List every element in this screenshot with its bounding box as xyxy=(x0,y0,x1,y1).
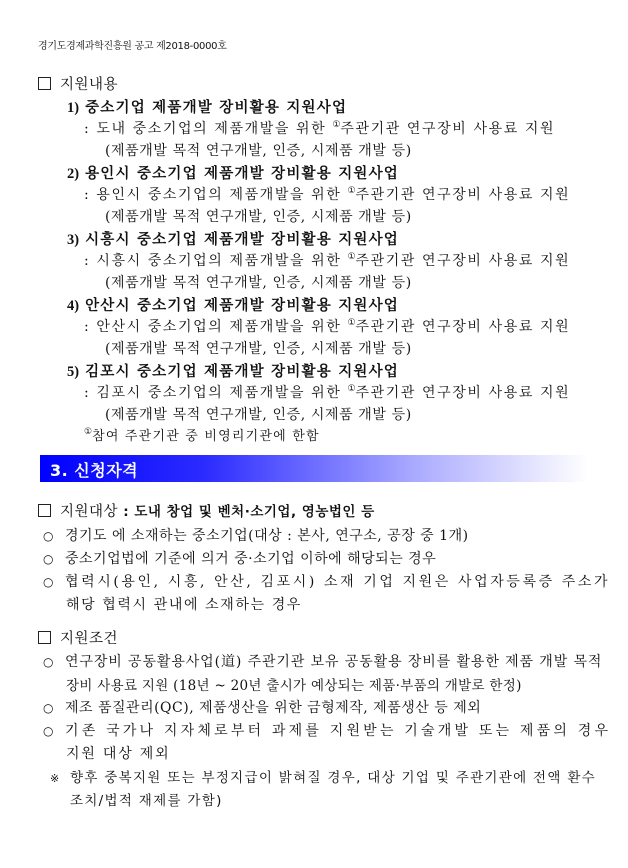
desc-prefix: : 용인시 중소기업의 제품개발을 위한 xyxy=(84,187,348,203)
desc-prefix: : 김포시 중소기업의 제품개발을 위한 xyxy=(84,385,348,401)
checkbox-square-icon xyxy=(38,631,51,644)
footnote-marker: ① xyxy=(347,384,356,394)
reference-mark-icon: ※ xyxy=(50,772,61,785)
eligibility-bullet-3-continued: 해당 협력시 관내에 소재하는 경우 xyxy=(66,597,302,613)
eligibility-bullet-3 xyxy=(43,571,611,591)
conditions-bullet-3 xyxy=(43,720,611,740)
conditions-bullet-2 xyxy=(43,697,481,717)
conditions-note xyxy=(50,766,596,786)
bullet-text: 기존 국가나 지자체로부터 과제를 지원받는 기술개발 또는 제품의 경우 xyxy=(65,723,612,739)
item-title-text: 시흥시 중소기업 제품개발 장비활용 지원사업 xyxy=(85,231,400,248)
support-item-1-desc xyxy=(84,118,555,138)
bullet-text: 경기도 에 소재하는 중소기업(대상 : 본사, 연구소, 공장 중 1개) xyxy=(65,528,469,544)
item-number: 2) xyxy=(67,166,80,182)
checkbox-square-icon xyxy=(38,504,51,517)
item-number: 1) xyxy=(67,100,80,116)
conditions-heading-text: 지원조건 xyxy=(60,631,119,647)
eligibility-heading-label: 지원대상 xyxy=(60,504,119,520)
support-item-4-desc xyxy=(84,316,570,336)
support-item-2-desc xyxy=(84,184,570,204)
footnote-text: 참여 주관기관 중 비영리기관에 한함 xyxy=(92,429,320,444)
support-item-1-sub: (제품개발 목적 연구개발, 인증, 시제품 개발 등) xyxy=(105,143,412,159)
notice-id: 경기도경제과학진흥원 공고 제2018-0000호 xyxy=(38,41,227,52)
bullet-text: 연구장비 공동활용사업(道) 주관기관 보유 공동활용 장비를 활용한 제품 개발 목적 xyxy=(65,654,603,670)
eligibility-bullet-1 xyxy=(43,525,469,545)
desc-suffix: 주관기관 연구장비 사용료 지원 xyxy=(355,385,571,401)
footnote-marker: ① xyxy=(347,186,356,196)
eligibility-heading xyxy=(38,500,375,521)
support-item-2-sub: (제품개발 목적 연구개발, 인증, 시제품 개발 등) xyxy=(105,209,412,225)
circle-bullet-icon: ○ xyxy=(43,701,54,715)
footnote-marker: ① xyxy=(347,252,356,262)
item-number: 4) xyxy=(67,298,80,314)
circle-bullet-icon: ○ xyxy=(43,529,54,543)
item-title-text: 용인시 중소기업 제품개발 장비활용 지원사업 xyxy=(85,165,400,182)
desc-prefix: : 안산시 중소기업의 제품개발을 위한 xyxy=(84,319,348,335)
conditions-bullet-3-continued: 지원 대상 제외 xyxy=(66,746,171,762)
bullet-text: 제조 품질관리(QC), 제품생산을 위한 금형제작, 제품생산 등 제외 xyxy=(65,700,482,716)
circle-bullet-icon: ○ xyxy=(43,655,54,669)
eligibility-heading-detail: : 도내 창업 및 벤처·소기업, 영농법인 등 xyxy=(118,504,375,520)
conditions-bullet-1-continued: 장비 사용료 지원 (18년 ~ 20년 출시가 예상되는 제품·부품의 개발로 한정) xyxy=(66,678,522,694)
desc-suffix: 주관기관 연구장비 사용료 지원 xyxy=(355,187,571,203)
desc-prefix: : 시흥시 중소기업의 제품개발을 위한 xyxy=(84,253,348,269)
support-item-2-title xyxy=(67,162,399,183)
support-footnote xyxy=(84,425,320,444)
support-content-heading-text: 지원내용 xyxy=(60,77,119,93)
desc-suffix: 주관기관 연구장비 사용료 지원 xyxy=(340,121,556,137)
circle-bullet-icon: ○ xyxy=(43,552,54,566)
circle-bullet-icon: ○ xyxy=(43,575,54,589)
desc-suffix: 주관기관 연구장비 사용료 지원 xyxy=(355,319,571,335)
item-number: 5) xyxy=(67,364,80,380)
note-text: 향후 중복지원 또는 부정지급이 밝혀질 경우, 대상 기업 및 주관기관에 전액 환수 xyxy=(70,770,597,786)
desc-suffix: 주관기관 연구장비 사용료 지원 xyxy=(355,253,571,269)
section-3-banner xyxy=(40,455,588,482)
item-number: 3) xyxy=(67,232,80,248)
conditions-heading xyxy=(38,627,118,648)
conditions-note-continued: 조치/법적 재제를 가함) xyxy=(70,793,223,809)
footnote-marker: ① xyxy=(332,120,341,130)
support-item-4-title xyxy=(67,294,399,315)
support-item-3-title xyxy=(67,228,399,249)
support-content-heading xyxy=(38,73,118,94)
item-title-text: 김포시 중소기업 제품개발 장비활용 지원사업 xyxy=(85,363,400,380)
support-item-5-title xyxy=(67,360,399,381)
support-item-1-title xyxy=(67,96,347,117)
bullet-text: 중소기업법에 기준에 의거 중·소기업 이하에 해당되는 경우 xyxy=(65,551,437,567)
support-item-3-desc xyxy=(84,250,570,270)
eligibility-bullet-2 xyxy=(43,548,436,568)
checkbox-square-icon xyxy=(38,77,51,90)
support-item-5-desc xyxy=(84,382,570,402)
support-item-3-sub: (제품개발 목적 연구개발, 인증, 시제품 개발 등) xyxy=(105,275,412,291)
footnote-marker: ① xyxy=(84,427,93,437)
conditions-bullet-1 xyxy=(43,651,602,671)
item-title-text: 중소기업 제품개발 장비활용 지원사업 xyxy=(85,99,348,116)
support-item-4-sub: (제품개발 목적 연구개발, 인증, 시제품 개발 등) xyxy=(105,341,412,357)
item-title-text: 안산시 중소기업 제품개발 장비활용 지원사업 xyxy=(85,297,400,314)
desc-prefix: : 도내 중소기업의 제품개발을 위한 xyxy=(84,121,333,137)
footnote-marker: ① xyxy=(347,318,356,328)
bullet-text: 협력시(용인, 시흥, 안산, 김포시) 소재 기업 지원은 사업자등록증 주소가 xyxy=(65,574,611,590)
section-3-title: 3. 신청자격 xyxy=(50,461,139,480)
circle-bullet-icon: ○ xyxy=(43,724,54,738)
support-item-5-sub: (제품개발 목적 연구개발, 인증, 시제품 개발 등) xyxy=(105,407,412,423)
